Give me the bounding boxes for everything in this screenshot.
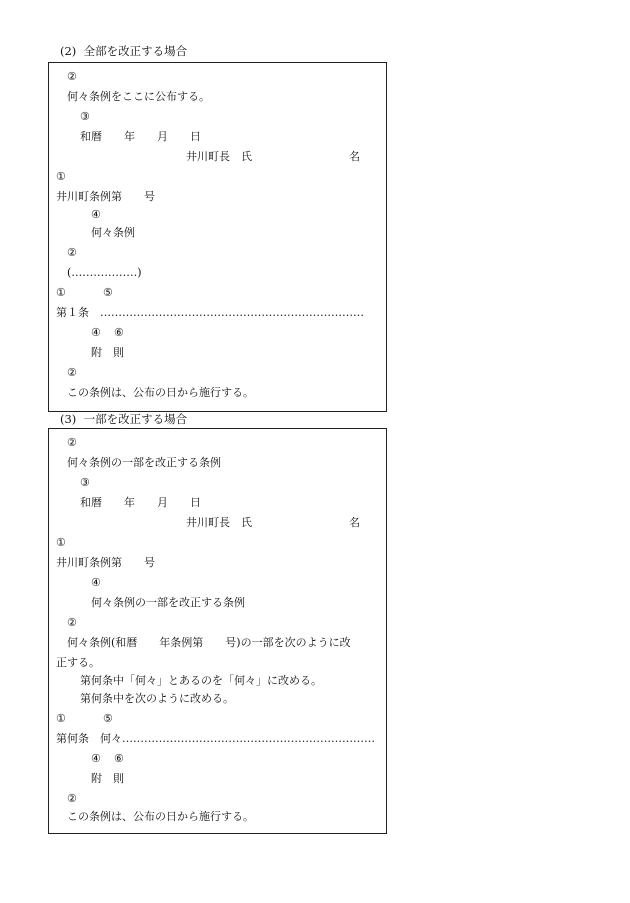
mayor-name: 名 xyxy=(349,150,360,163)
effective-clause: この条例は、公布の日から施行する。 xyxy=(67,810,254,823)
marker: ② xyxy=(67,616,77,629)
promulgation-text: 何々条例をここに公布する。 xyxy=(67,90,210,103)
supplementary-heading: 附 則 xyxy=(91,346,124,359)
marker: ① xyxy=(56,170,66,183)
mayor-name: 名 xyxy=(349,516,360,529)
marker: ② xyxy=(67,436,77,449)
marker: ⑥ xyxy=(114,326,124,339)
article-line: 第何条 何々…………………………………………………………… xyxy=(56,732,375,745)
rewrite-line: 第何条中を次のように改める。 xyxy=(80,692,234,705)
parenthetical: (………………) xyxy=(67,266,142,279)
marker: ④ xyxy=(91,752,101,765)
marker: ③ xyxy=(80,476,90,489)
marker: ① xyxy=(56,536,66,549)
marker: ② xyxy=(67,792,77,805)
ordinance-title: 何々条例の一部を改正する条例 xyxy=(91,596,245,609)
ordinance-number: 井川町条例第 号 xyxy=(56,190,155,203)
section3-heading: (3) 一部を改正する場合 xyxy=(60,412,188,426)
ordinance-number: 井川町条例第 号 xyxy=(56,556,155,569)
ordinance-title-top: 何々条例の一部を改正する条例 xyxy=(67,456,221,469)
date-line: 和暦 年 月 日 xyxy=(80,130,201,143)
amend-line-1: 何々条例(和暦 年条例第 号)の一部を次のように改 xyxy=(67,636,351,649)
marker: ② xyxy=(67,366,77,379)
marker: ② xyxy=(67,246,77,259)
mayor-title: 井川町長 氏 xyxy=(186,150,252,163)
marker: ① xyxy=(56,286,66,299)
marker: ④ xyxy=(91,208,101,221)
date-line: 和暦 年 月 日 xyxy=(80,496,201,509)
effective-clause: この条例は、公布の日から施行する。 xyxy=(67,386,254,399)
amend-line-2: 正する。 xyxy=(56,656,100,669)
supplementary-heading: 附 則 xyxy=(91,772,124,785)
marker: ② xyxy=(67,70,77,83)
mayor-title: 井川町長 氏 xyxy=(186,516,252,529)
ordinance-title: 何々条例 xyxy=(91,226,135,239)
marker: ④ xyxy=(91,326,101,339)
marker: ① xyxy=(56,712,66,725)
marker: ③ xyxy=(80,110,90,123)
article-line: 第１条 ……………………………………………………………… xyxy=(56,306,364,319)
marker: ⑥ xyxy=(114,752,124,765)
replace-line: 第何条中「何々」とあるのを「何々」に改める。 xyxy=(80,674,322,687)
section2-heading: (2) 全部を改正する場合 xyxy=(60,44,188,58)
marker: ⑤ xyxy=(103,286,113,299)
marker: ④ xyxy=(91,576,101,589)
marker: ⑤ xyxy=(103,712,113,725)
